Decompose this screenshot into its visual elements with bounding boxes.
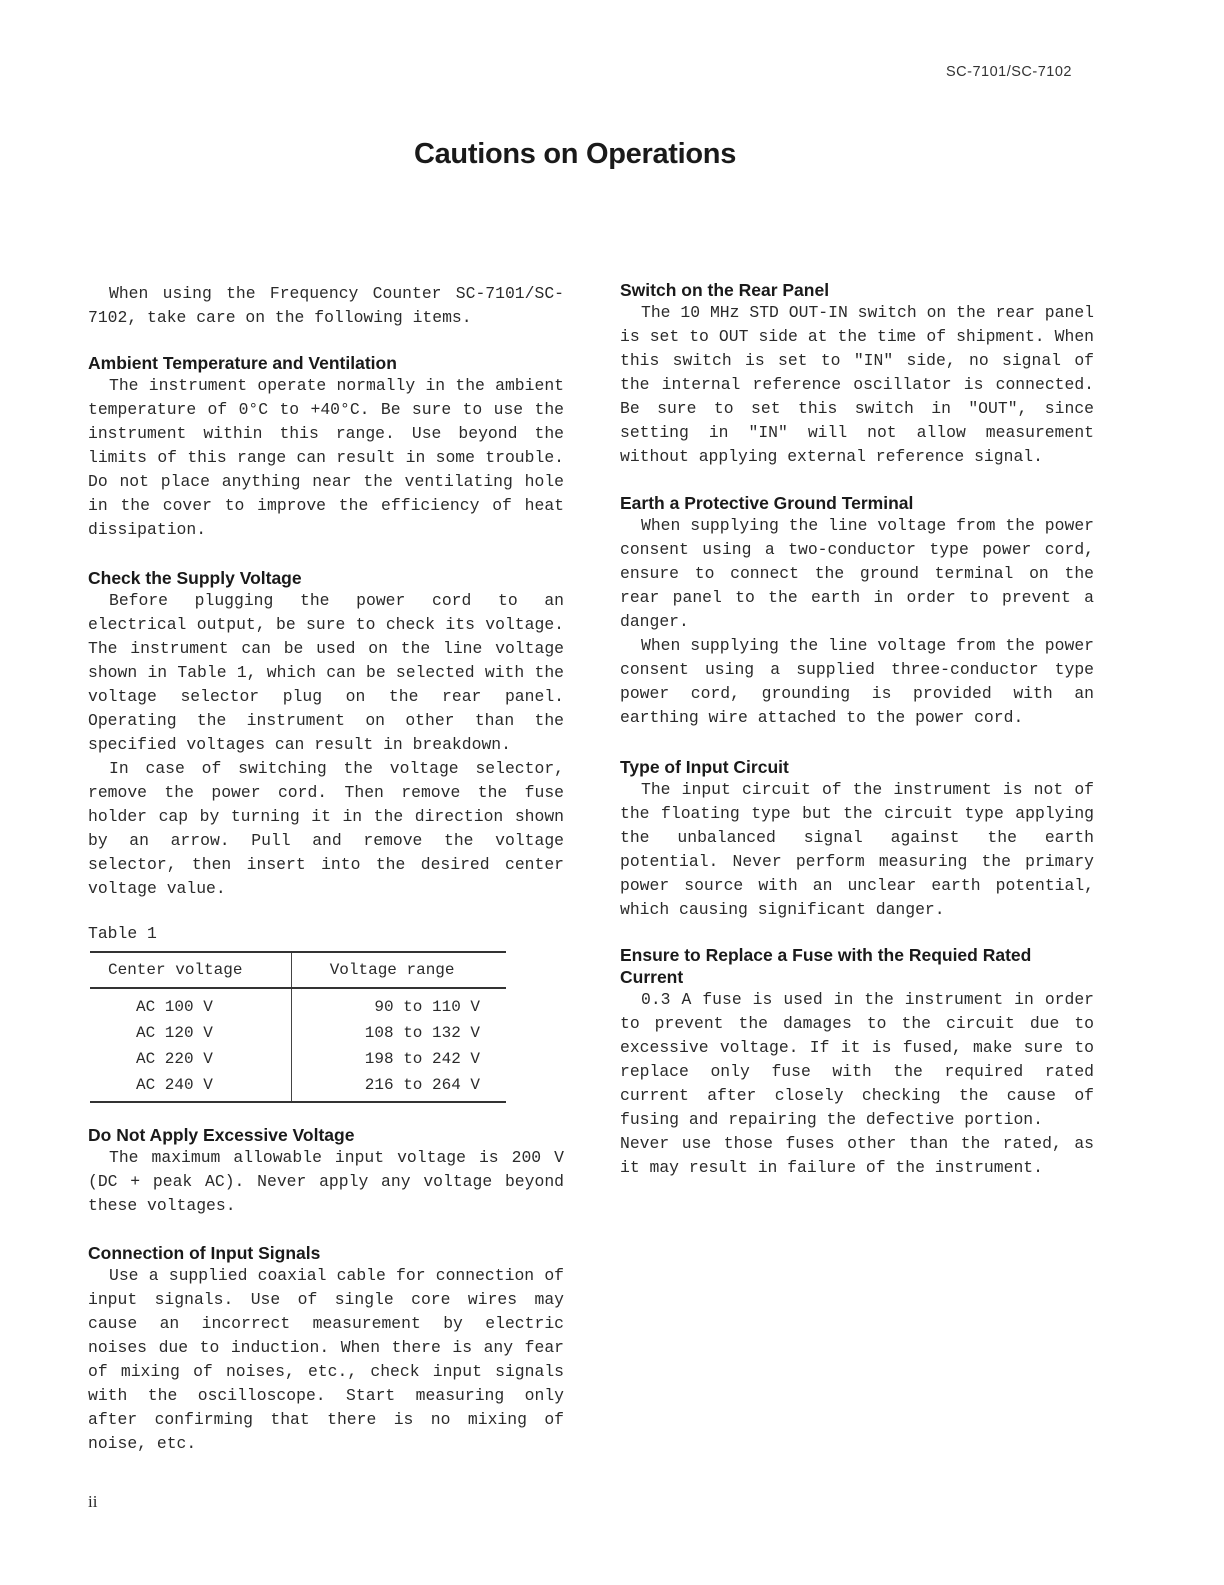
- earth-body-2: When supplying the line voltage from the power consent using a supplied three-conductor type power cord, grounding is provided with an earthing wire attached to the power cord.: [620, 636, 1094, 727]
- section-supply-voltage: [88, 567, 564, 901]
- section-fuse: [620, 944, 1094, 1180]
- section-ambient: [88, 352, 564, 542]
- table-row: [90, 1072, 506, 1102]
- center-voltage-cell: AC 220 V: [90, 1046, 291, 1072]
- table-header-voltage-range: Voltage range: [291, 952, 506, 988]
- page-number: ii: [88, 1492, 98, 1511]
- table-row: [90, 988, 506, 1020]
- voltage-range-cell: 108 to 132 V: [364, 1024, 480, 1042]
- ambient-body: The instrument operate normally in the ambient temperature of 0°C to +40°C. Be sure to use the instrument within this range. Use beyond the limits of this range can result in some trouble. Do not place anything near the ventilating hole in the cover to improve the efficiency of heat dissipation.: [88, 376, 564, 539]
- connection-heading: Connection of Input Signals: [88, 1243, 321, 1263]
- voltage-table: [90, 951, 506, 1103]
- section-input-circuit: [620, 756, 1094, 922]
- fuse-body-2: Never use those fuses other than the rated, as it may result in failure of the instrument.: [620, 1134, 1094, 1177]
- model-code: SC-7101/SC-7102: [946, 64, 1072, 80]
- section-earth: [620, 492, 1094, 730]
- section-rear-panel: [620, 279, 1094, 469]
- voltage-range-cell: 216 to 264 V: [291, 1072, 506, 1102]
- center-voltage-cell: AC 120 V: [90, 1020, 291, 1046]
- supply-heading: Check the Supply Voltage: [88, 568, 302, 588]
- intro-paragraph: When using the Frequency Counter SC-7101/SC-7102, take care on the following items.: [88, 284, 564, 327]
- center-voltage-cell: AC 100 V: [90, 988, 291, 1020]
- table-header-row: [90, 952, 506, 988]
- voltage-range-cell: 90 to 110 V: [374, 998, 480, 1016]
- section-input-signals: [88, 1242, 564, 1456]
- earth-body-1: When supplying the line voltage from the power consent using a two-conductor type power cord, ensure to connect the ground terminal on the rear panel to the earth in order to prevent a danger.: [620, 516, 1094, 631]
- table-header-center-voltage: Center voltage: [90, 952, 291, 988]
- rear-body: The 10 MHz STD OUT-IN switch on the rear panel is set to OUT side at the time of shipment. When this switch is set to "IN" side, no signal of the internal reference oscillator is connected. Be sure to set this switch in "OUT", since setting in "IN" will not allow measurement without applying external reference signal.: [620, 303, 1094, 466]
- ambient-heading: Ambient Temperature and Ventilation: [88, 353, 397, 373]
- excessive-heading: Do Not Apply Excessive Voltage: [88, 1125, 355, 1145]
- page-title: Cautions on Operations: [413, 138, 737, 170]
- excessive-body: The maximum allowable input voltage is 200 V (DC + peak AC). Never apply any voltage beyond these voltages.: [88, 1148, 564, 1215]
- supply-body-1: Before plugging the power cord to an electrical output, be sure to check its voltage. The instrument can be used on the line voltage shown in Table 1, which can be selected with the voltage selector plug on the rear panel. Operating the instrument on other than the specified voltages can result in breakdown.: [88, 591, 564, 754]
- section-excessive-voltage: [88, 1124, 564, 1218]
- table-caption: Table 1: [88, 924, 157, 943]
- supply-body-2: In case of switching the voltage selector, remove the power cord. Then remove the fuse holder cap by turning it in the direction shown by an arrow. Pull and remove the voltage selector, then insert into the desired center voltage value.: [88, 759, 564, 898]
- fuse-body-1: 0.3 A fuse is used in the instrument in order to prevent the damages to the circuit due to excessive voltage. If it is fused, make sure to replace only fuse with the required rated current after closely checking the cause of fusing and repairing the defective portion.: [620, 990, 1094, 1129]
- input-circuit-body: The input circuit of the instrument is not of the floating type but the circuit type applying the unbalanced signal against the earth potential. Never perform measuring the primary power source with an unclear earth potential, which causing significant danger.: [620, 780, 1094, 919]
- input-circuit-heading: Type of Input Circuit: [620, 757, 789, 777]
- rear-heading: Switch on the Rear Panel: [620, 280, 830, 300]
- fuse-heading: Ensure to Replace a Fuse with the Requied Rated Current: [620, 945, 1032, 987]
- connection-body: Use a supplied coaxial cable for connection of input signals. Use of single core wires may cause an incorrect measurement by electric noises due to induction. When there is any fear of mixing of noises, etc., check input signals with the oscilloscope. Start measuring only after confirming that there is no mixing of noise, etc.: [88, 1266, 564, 1453]
- table-row: [90, 1020, 506, 1046]
- center-voltage-cell: AC 240 V: [90, 1072, 291, 1102]
- table-row: [90, 1046, 506, 1072]
- earth-heading: Earth a Protective Ground Terminal: [620, 493, 914, 513]
- voltage-range-cell: 198 to 242 V: [364, 1050, 480, 1068]
